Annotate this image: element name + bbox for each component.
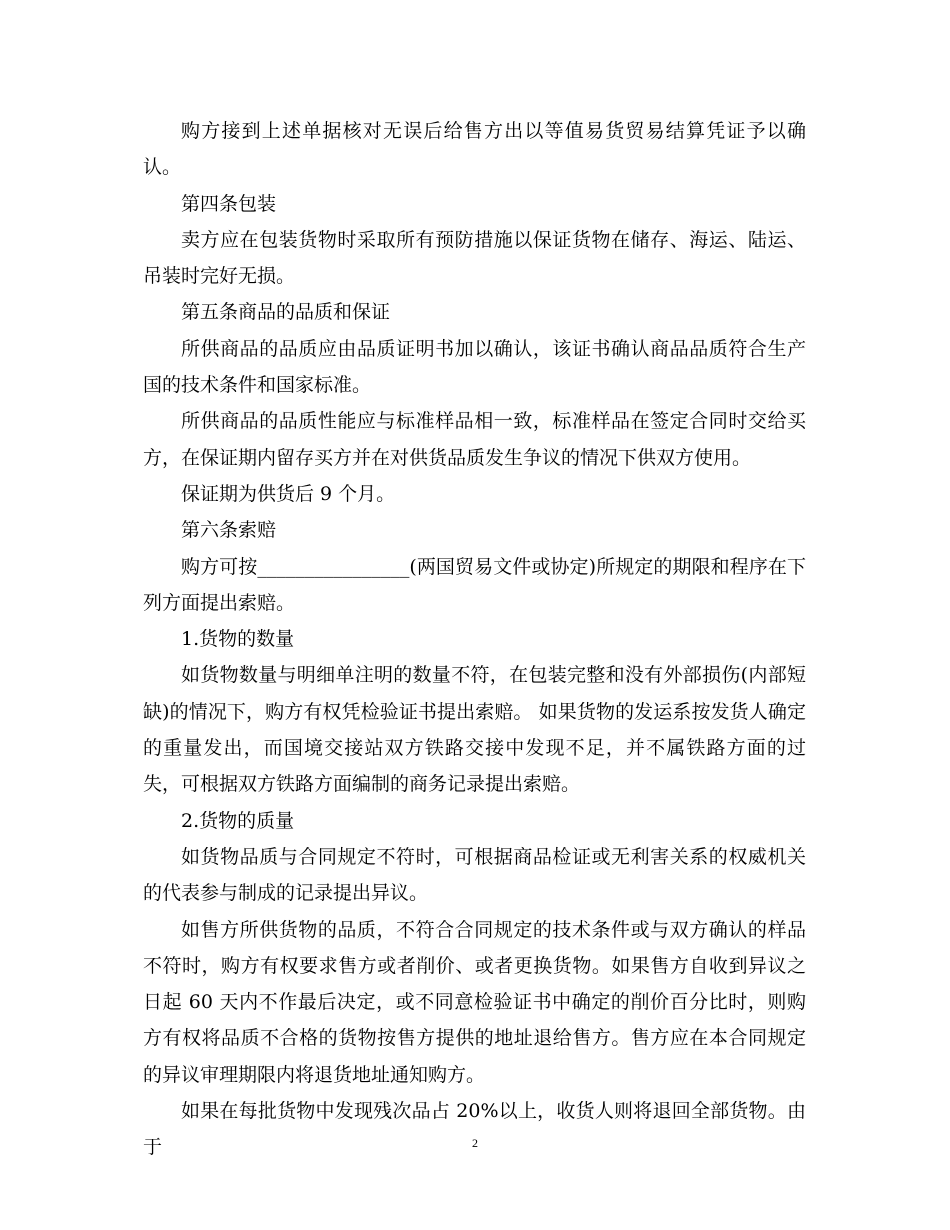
paragraph-quality-sample: 所供商品的品质性能应与标准样品相一致，标准样品在签定合同时交给买方，在保证期内留存买方并在对供货品质发生争议的情况下供双方使用。 xyxy=(143,410,806,469)
page-number: 2 xyxy=(472,1136,478,1150)
heading-goods-quantity: 1.货物的数量 xyxy=(181,628,295,651)
heading-goods-quality: 2.货物的质量 xyxy=(181,809,295,832)
paragraph-warranty-period: 保证期为供货后 9 个月。 xyxy=(181,482,396,505)
heading-article-6-claims: 第六条索赔 xyxy=(181,519,277,542)
heading-article-5-quality: 第五条商品的品质和保证 xyxy=(181,301,391,324)
paragraph-defective-goods: 如果在每批货物中发现残次品占 20%以上，收货人则将退回全部货物。由于 xyxy=(143,1100,806,1159)
paragraph-quality-objection: 如货物品质与合同规定不符时，可根据商品检证或无利害关系的权威机关的代表参与制成的记录提出异议。 xyxy=(143,845,806,905)
heading-article-4-packaging: 第四条包装 xyxy=(181,192,277,215)
paragraph-quantity-claims: 如货物数量与明细单注明的数量不符，在包装完整和没有外部损伤(内部短缺)的情况下，购方有权凭检验证书提出索赔。 如果货物的发运系按发货人确定的重量发出，而国境交接站双方铁路交接中发现不足，并不属铁路方面的过失，可根据双方铁路方面编制的商务记录提出索赔。 xyxy=(143,664,806,796)
paragraph-confirmation: 购方接到上述单据核对无误后给售方出以等值易货贸易结算凭证予以确认。 xyxy=(143,120,806,179)
paragraph-quality-nonconforming: 如售方所供货物的品质，不符合合同规定的技术条件或与双方确认的样品不符时，购方有权要求售方或者削价、或者更换货物。如果售方自收到异议之日起 60 天内不作最后决定，或不同意检验证书中确定的削价百分比时，则购方有权将品质不合格的货物按售方提供的地址退给售方。售方应在本合同规定的异议审理期限内将退货地址通知购方。 xyxy=(143,918,806,1086)
document-body xyxy=(143,113,806,1166)
paragraph-quality-certificate: 所供商品的品质应由品质证明书加以确认，该证书确认商品品质符合生产国的技术条件和国家标准。 xyxy=(143,337,806,397)
paragraph-packaging: 卖方应在包装货物时采取所有预防措施以保证货物在储存、海运、陆运、吊装时完好无损。 xyxy=(143,228,806,288)
paragraph-claims-intro: 购方可按________________(两国贸易文件或协定)所规定的期限和程序在下列方面提出索赔。 xyxy=(143,555,806,614)
